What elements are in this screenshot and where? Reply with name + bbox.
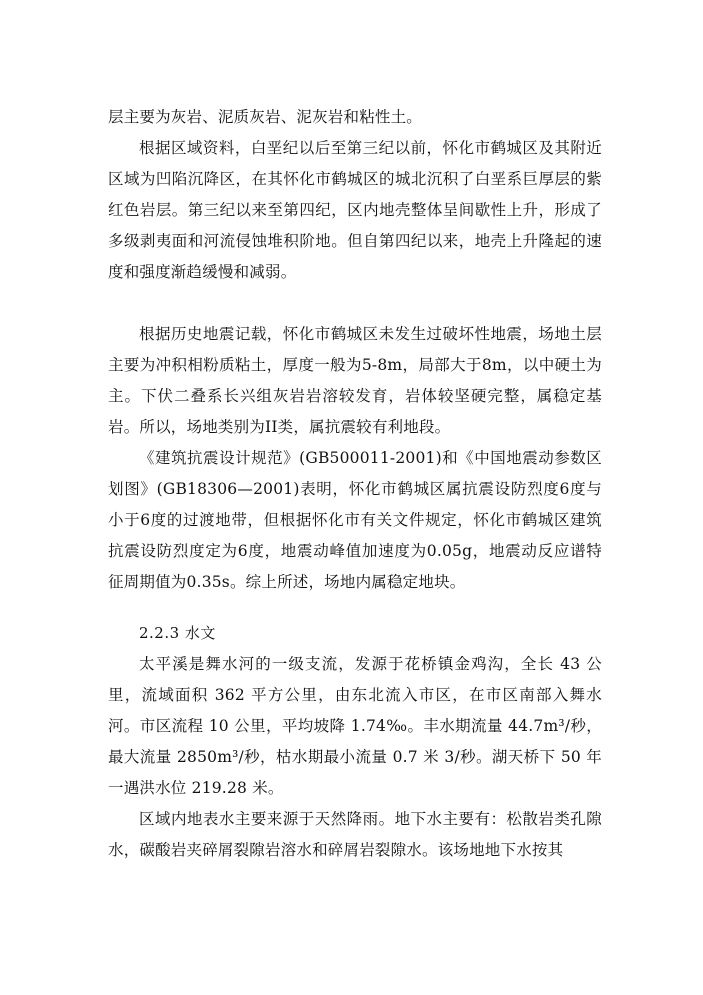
paragraph-seismic-code: 《建筑抗震设计规范》(GB500011-2001)和《中国地震动参数区划图》(GB18306—2001)表明，怀化市鹤城区属抗震设防烈度6度与小于6度的过渡地带，但根据怀化市有关文件规定，怀化市鹤城区建筑抗震设防烈度定为6度，地震动峰值加速度为0.05g，地震动反应谱特征周期值为0.35s。综上所述，场地内属稳定地块。 (108, 449, 602, 591)
paragraph-geology-continued: 层主要为灰岩、泥质灰岩、泥灰岩和粘性土。 (108, 108, 423, 126)
paragraph-groundwater: 区域内地表水主要来源于天然降雨。地下水主要有：松散岩类孔隙水，碳酸岩夹碎屑裂隙岩溶水和碎屑岩裂隙水。该场地地下水按其 (108, 810, 602, 859)
paragraph-regional-geology: 根据区域资料，白垩纪以后至第三纪以前，怀化市鹤城区及其附近区域为凹陷沉降区，在其怀化市鹤城区的城北沉积了白垩系巨厚层的紫红色岩层。第三纪以来至第四纪，区内地壳整体呈间歇性上升，形成了多级剥夷面和河流侵蚀堆积阶地。但自第四纪以来，地壳上升隆起的速度和强度渐趋缓慢和减弱。 (108, 139, 602, 281)
section-heading-hydrology: 2.2.3 水文 (139, 624, 216, 642)
paragraph-seismic-history: 根据历史地震记载，怀化市鹤城区未发生过破坏性地震，场地土层主要为冲积相粉质粘土，厚度一般为5-8m，局部大于8m，以中硬土为主。下伏二叠系长兴组灰岩岩溶较发育，岩体较坚硬完整，属稳定基岩。所以，场地类别为II类，属抗震较有利地段。 (108, 325, 602, 436)
paragraph-river: 太平溪是舞水河的一级支流，发源于花桥镇金鸡沟，全长 43 公里，流域面积 362 平方公里，由东北流入市区，在市区南部入舞水河。市区流程 10 公里，平均坡降 1.74‰。丰水期流量 44.7m³/秒，最大流量 2850m³/秒，枯水期最小流量 0.7 米 3/秒。湖天桥下 50 年一遇洪水位 219.28 米。 (108, 655, 602, 797)
